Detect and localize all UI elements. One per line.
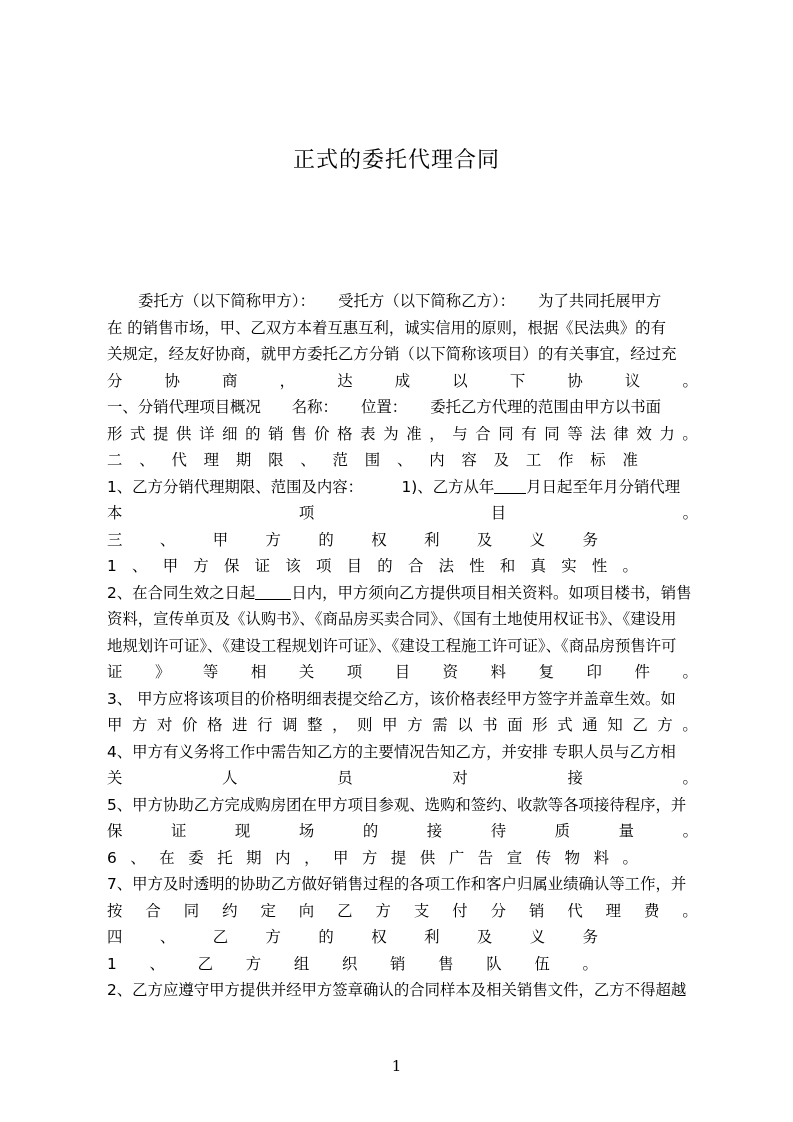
glyph: 行 xyxy=(257,716,273,734)
glyph: 标 xyxy=(590,451,606,469)
glyph: 量 xyxy=(618,822,635,840)
glyph: 甲 xyxy=(382,716,398,734)
page-number: 1 xyxy=(391,1057,402,1075)
glyph: 同 xyxy=(183,901,200,920)
glyph: 目 xyxy=(394,663,411,681)
glyph: 广 xyxy=(448,848,465,867)
glyph: 议 xyxy=(624,371,641,390)
glyph: 。 xyxy=(682,663,698,681)
glyph: 托 xyxy=(217,848,233,867)
glyph: 合 xyxy=(145,901,161,920)
glyph: 式 xyxy=(557,716,573,734)
glyph: 对 xyxy=(452,769,468,787)
glyph: 书 xyxy=(482,716,498,734)
glyph: 的 xyxy=(362,822,379,840)
glyph: 资 xyxy=(442,663,459,681)
glyph: 分 xyxy=(107,371,123,390)
glyph: 二 xyxy=(107,451,123,469)
glyph: 目 xyxy=(346,557,363,575)
glyph: 。 xyxy=(622,557,638,575)
glyph: 甲 xyxy=(212,530,229,549)
glyph: 分 xyxy=(490,901,506,920)
glyph: 证 xyxy=(170,822,187,840)
glyph: 向 xyxy=(298,901,315,920)
glyph: 关 xyxy=(107,769,123,787)
glyph: 合 xyxy=(407,557,424,575)
glyph: 律 xyxy=(613,424,629,443)
glyph: 同 xyxy=(544,424,560,443)
glyph: 待 xyxy=(490,822,507,840)
line-text: 2、在合同生效之日起 xyxy=(107,583,256,602)
glyph: 相 xyxy=(250,663,267,681)
glyph: 售 xyxy=(438,954,454,973)
glyph: 和 xyxy=(499,557,516,575)
glyph: 详 xyxy=(199,424,215,443)
glyph: 四 xyxy=(107,928,123,946)
glyph: 同 xyxy=(498,424,514,443)
glyph: 限 xyxy=(268,451,284,469)
glyph: ， xyxy=(279,371,296,390)
glyph: 物 xyxy=(564,848,581,867)
glyph: 的 xyxy=(318,928,334,946)
glyph: 1 xyxy=(107,557,117,575)
glyph: 形 xyxy=(532,716,548,734)
glyph: 方 xyxy=(407,716,423,734)
glyph: 目 xyxy=(490,504,507,522)
paragraph-line: 3、 甲方应将该项目的价格明细表提交给乙方，该价格表经甲方签字并盖章生效。如 xyxy=(107,689,676,708)
glyph: 1 xyxy=(107,954,117,973)
section-heading xyxy=(107,447,698,474)
glyph: 形 xyxy=(107,424,123,443)
glyph: 。 xyxy=(682,716,698,734)
glyph: 商 xyxy=(222,371,238,390)
glyph: 义 xyxy=(529,530,546,549)
glyph: 通 xyxy=(582,716,598,734)
glyph: 法 xyxy=(438,557,455,575)
glyph: 方 xyxy=(375,901,391,920)
contract-body xyxy=(107,288,698,1004)
glyph: 。 xyxy=(682,901,698,920)
glyph: 细 xyxy=(222,424,238,443)
fill-in-blank xyxy=(255,585,291,600)
document-title: 正式的委托代理合同 xyxy=(292,148,500,173)
glyph: 甲 xyxy=(333,848,349,867)
glyph: 权 xyxy=(371,928,387,946)
glyph: 保 xyxy=(107,822,123,840)
glyph: 复 xyxy=(538,663,554,681)
glyph: 件 xyxy=(634,663,650,681)
glyph: 作 xyxy=(558,451,574,469)
glyph: 等 xyxy=(567,424,583,443)
glyph: 接 xyxy=(426,822,443,840)
glyph: 面 xyxy=(507,716,523,734)
glyph: 需 xyxy=(432,716,448,734)
paragraph-line: 委托方（以下简称甲方）： 受托方（以下简称乙方）： 为了共同托展甲方 xyxy=(138,292,662,310)
glyph: 、 xyxy=(130,848,146,867)
section-heading xyxy=(107,924,698,951)
glyph: 方 xyxy=(265,530,281,549)
glyph: 真 xyxy=(530,557,546,575)
paragraph-line xyxy=(107,368,698,395)
glyph: 保 xyxy=(224,557,240,575)
paragraph-line xyxy=(107,500,698,527)
glyph: 6 xyxy=(107,848,117,867)
glyph: 项 xyxy=(298,504,315,522)
glyph: 项 xyxy=(346,663,363,681)
paragraph-line: 5、甲方协助乙方完成购房团在甲方项目参观、选购和签约、收款等各项接待程序，并 xyxy=(107,795,687,814)
glyph: 费 xyxy=(644,901,660,920)
glyph: 方 xyxy=(193,557,209,575)
glyph: 的 xyxy=(245,424,261,443)
glyph: 供 xyxy=(176,424,192,443)
glyph: 销 xyxy=(390,954,406,973)
glyph: 协 xyxy=(164,371,180,390)
glyph: 质 xyxy=(554,822,571,840)
paragraph-line: 一、分销代理项目概况 名称： 位置： 委托乙方代理的范围由甲方以书面 xyxy=(107,398,662,416)
glyph: 销 xyxy=(528,901,545,920)
glyph: 本 xyxy=(107,504,123,522)
paragraph-line: 4、甲方有义务将工作中需告知乙方的主要情况告知乙方，并安排 专职人员与乙方相 xyxy=(107,742,676,761)
glyph: 及 xyxy=(476,530,493,549)
glyph: 人 xyxy=(222,769,238,787)
glyph: 工 xyxy=(525,451,542,469)
glyph: 围 xyxy=(364,451,381,469)
glyph: 、 xyxy=(159,928,176,946)
glyph: 关 xyxy=(298,663,315,681)
line-text: 月日起至年月分销代理 xyxy=(526,477,681,496)
glyph: 与 xyxy=(452,424,468,443)
glyph: 甲 xyxy=(162,557,179,575)
glyph: 、 xyxy=(396,451,413,469)
glyph: 法 xyxy=(590,424,606,443)
glyph: 以 xyxy=(452,371,468,390)
glyph: 销 xyxy=(268,424,284,443)
glyph: 现 xyxy=(234,822,251,840)
glyph: 、 xyxy=(139,451,155,469)
paragraph-line: 资料，宣传单页及《认购书》、《商品房买卖合同》、《国有土地使用权证书》、《建设用 xyxy=(107,610,677,628)
glyph: 格 xyxy=(207,716,223,734)
glyph: 准 xyxy=(406,424,422,443)
glyph: 乙 xyxy=(632,716,648,734)
glyph: 方 xyxy=(265,928,281,946)
paragraph-line: 地规划许可证》、《建设工程规划许可证》、《建设工程施工许可证》、《商品房预售许可 xyxy=(107,636,677,655)
glyph: 方 xyxy=(361,848,378,867)
glyph: 付 xyxy=(452,901,468,920)
glyph: 以 xyxy=(457,716,473,734)
glyph: 实 xyxy=(561,557,577,575)
glyph: 权 xyxy=(371,530,387,549)
paragraph-line: 7、甲方及时透明的协助乙方做好销售过程的各项工作和客户归属业绩确认等工作，并 xyxy=(107,875,687,893)
glyph: 乙 xyxy=(337,901,353,920)
glyph: 下 xyxy=(509,371,526,390)
paragraph-line: 2、乙方应遵守甲方提供并经甲方签章确认的合同样本及相关销售文件，乙方不得超越 xyxy=(107,981,687,999)
glyph: 式 xyxy=(130,424,146,443)
glyph: 达 xyxy=(337,371,353,390)
glyph: 在 xyxy=(159,848,175,867)
glyph: 料 xyxy=(490,663,507,681)
glyph: 及 xyxy=(493,451,510,469)
glyph: 表 xyxy=(360,424,376,443)
glyph: 理 xyxy=(203,451,220,469)
glyph: 提 xyxy=(153,424,169,443)
glyph: 力 xyxy=(659,424,675,443)
glyph: 组 xyxy=(293,954,310,973)
glyph: 代 xyxy=(567,901,583,920)
paragraph-line xyxy=(107,898,698,925)
glyph: 理 xyxy=(605,901,622,920)
glyph: 成 xyxy=(394,371,411,390)
glyph: 调 xyxy=(282,716,298,734)
paragraph-line xyxy=(107,765,698,792)
glyph: 》 xyxy=(154,663,171,681)
glyph: 印 xyxy=(586,663,602,681)
glyph: 。 xyxy=(682,822,698,840)
glyph: 的 xyxy=(377,557,393,575)
glyph: 有 xyxy=(521,424,537,443)
paragraph-line xyxy=(107,659,698,686)
glyph: 知 xyxy=(607,716,623,734)
glyph: 宣 xyxy=(506,848,523,867)
glyph: 接 xyxy=(567,769,583,787)
section-heading xyxy=(107,527,698,554)
glyph: 方 xyxy=(657,716,673,734)
glyph: 利 xyxy=(424,530,440,549)
paragraph-line xyxy=(107,845,698,872)
glyph: 准 xyxy=(622,451,638,469)
fill-in-blank xyxy=(494,479,526,494)
glyph: 、 xyxy=(300,451,316,469)
paragraph-line xyxy=(107,951,698,978)
glyph: 及 xyxy=(476,928,493,946)
glyph: 织 xyxy=(341,954,358,973)
glyph: 义 xyxy=(529,928,546,946)
glyph: ， xyxy=(429,424,445,443)
glyph: 三 xyxy=(107,530,123,549)
glyph: 的 xyxy=(318,530,334,549)
glyph: 场 xyxy=(298,822,315,840)
glyph: 方 xyxy=(245,954,262,973)
glyph: 代 xyxy=(171,451,187,469)
glyph: 效 xyxy=(636,424,652,443)
glyph: 队 xyxy=(486,954,502,973)
glyph: 员 xyxy=(337,769,353,787)
glyph: 期 xyxy=(235,451,252,469)
glyph: 、 xyxy=(149,954,165,973)
glyph: 进 xyxy=(232,716,248,734)
glyph: 协 xyxy=(567,371,583,390)
line-text: 1、乙方分销代理期限、范围及内容： 1)、乙方从年 xyxy=(107,477,495,496)
glyph: 。 xyxy=(682,371,698,390)
glyph: 价 xyxy=(182,716,198,734)
glyph: 告 xyxy=(477,848,494,867)
glyph: 料 xyxy=(593,848,609,867)
glyph: 证 xyxy=(107,663,123,681)
glyph: 。 xyxy=(682,504,698,522)
glyph: 供 xyxy=(419,848,436,867)
glyph: 利 xyxy=(424,928,440,946)
glyph: 乙 xyxy=(197,954,214,973)
glyph: 内 xyxy=(275,848,291,867)
glyph: 对 xyxy=(157,716,173,734)
glyph: 售 xyxy=(291,424,307,443)
glyph: 务 xyxy=(582,530,598,549)
glyph: 性 xyxy=(591,557,608,575)
paragraph-line xyxy=(107,474,698,501)
line-text: 日内，甲方须向乙方提供项目相关资料。如项目楼书，销售 xyxy=(291,583,692,602)
glyph: 定 xyxy=(260,901,276,920)
paragraph-line xyxy=(107,580,698,607)
glyph: 性 xyxy=(469,557,485,575)
glyph: 约 xyxy=(222,901,238,920)
glyph: 甲 xyxy=(107,716,123,734)
glyph: 期 xyxy=(246,848,262,867)
glyph: 证 xyxy=(254,557,271,575)
glyph: 伍 xyxy=(534,954,550,973)
glyph: 。 xyxy=(622,848,638,867)
glyph: 支 xyxy=(413,901,430,920)
glyph: 。 xyxy=(682,769,698,787)
glyph: 、 xyxy=(132,557,148,575)
glyph: ， xyxy=(332,716,348,734)
glyph: 等 xyxy=(202,663,219,681)
glyph: 范 xyxy=(332,451,348,469)
paragraph-line: 关规定，经友好协商，就甲方委托乙方分销（以下简称该项目）的有关事宜，经过充 xyxy=(107,345,677,363)
glyph: 整 xyxy=(307,716,323,734)
paragraph-line xyxy=(107,553,698,580)
paragraph-line xyxy=(107,712,698,739)
glyph: 价 xyxy=(314,424,330,443)
glyph: 格 xyxy=(337,424,353,443)
glyph: 传 xyxy=(535,848,552,867)
glyph: 。 xyxy=(682,424,698,443)
glyph: 按 xyxy=(107,901,123,920)
glyph: 、 xyxy=(159,530,176,549)
glyph: 委 xyxy=(188,848,204,867)
glyph: 务 xyxy=(582,928,598,946)
paragraph-line: 在 的销售市场，甲、乙双方本着互惠互利，诚实信用的原则，根据《民法典》的有 xyxy=(107,318,666,337)
glyph: 该 xyxy=(285,557,301,575)
glyph: ， xyxy=(304,848,320,867)
paragraph-line xyxy=(107,421,698,448)
glyph: 。 xyxy=(582,954,598,973)
glyph: 内 xyxy=(429,451,445,469)
glyph: 乙 xyxy=(212,928,229,946)
glyph: 容 xyxy=(461,451,477,469)
glyph: 则 xyxy=(357,716,373,734)
glyph: 合 xyxy=(475,424,491,443)
paragraph-line xyxy=(107,818,698,845)
glyph: 方 xyxy=(132,716,148,734)
glyph: 为 xyxy=(383,424,399,443)
glyph: 项 xyxy=(315,557,332,575)
glyph: 提 xyxy=(390,848,407,867)
